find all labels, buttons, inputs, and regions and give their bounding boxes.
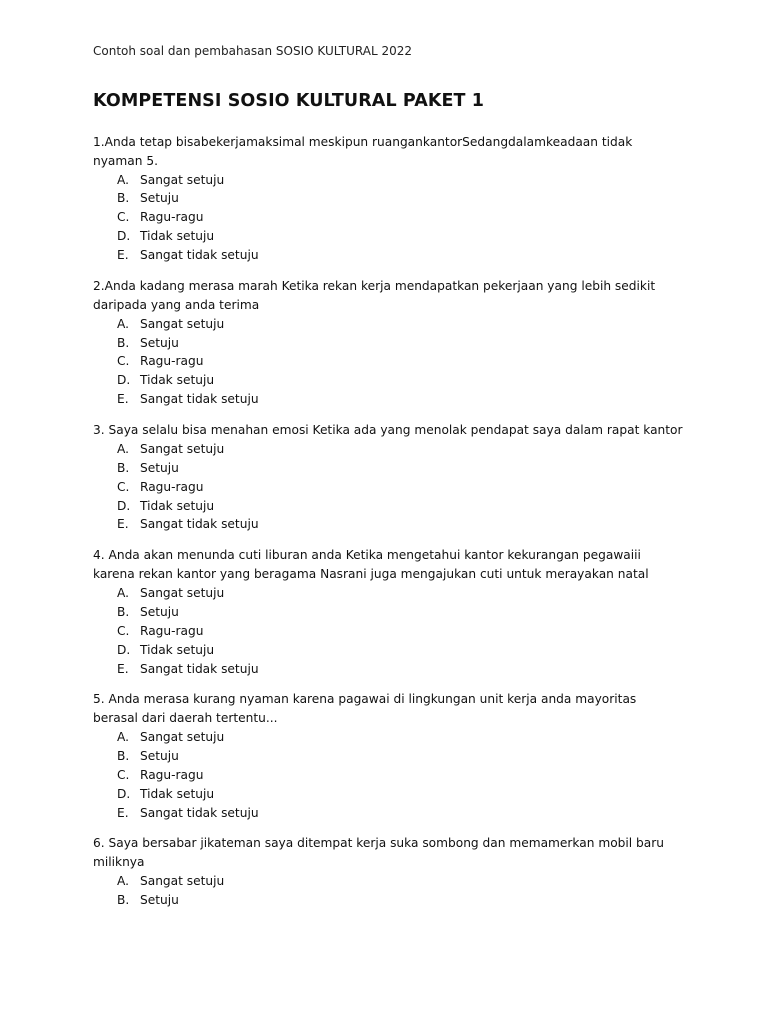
- option-label: Tidak setuju: [140, 786, 215, 801]
- answer-option: [93, 603, 683, 622]
- answer-options: [93, 440, 683, 534]
- question-item: [93, 546, 683, 678]
- option-letter: C.: [117, 210, 130, 225]
- option-label: Ragu-ragu: [140, 210, 204, 225]
- option-letter: E.: [117, 248, 129, 263]
- question-item: [93, 834, 683, 909]
- answer-option: [93, 622, 683, 641]
- answer-option: [93, 891, 683, 910]
- question-text: 1.Anda tetap bisabekerjamaksimal meskipun ruangankantorSedangdalamkeadaan tidak nyaman 5.: [93, 135, 633, 168]
- option-label: Ragu-ragu: [140, 767, 204, 782]
- answer-options: [93, 315, 683, 409]
- option-label: Setuju: [140, 460, 179, 475]
- question-list: [93, 133, 683, 922]
- option-label: Sangat setuju: [140, 729, 225, 744]
- page-header: Contoh soal dan pembahasan SOSIO KULTURAL 2022: [93, 44, 412, 58]
- option-label: Setuju: [140, 191, 179, 206]
- answer-option: [93, 352, 683, 371]
- answer-option: [93, 315, 683, 334]
- answer-option: [93, 478, 683, 497]
- answer-option: [93, 246, 683, 265]
- option-label: Sangat tidak setuju: [140, 248, 259, 263]
- option-label: Ragu-ragu: [140, 354, 204, 369]
- option-letter: B.: [117, 335, 130, 350]
- option-letter: B.: [117, 604, 130, 619]
- question-text: 4. Anda akan menunda cuti liburan anda Ketika mengetahui kantor kekurangan pegawaiii karena rekan kantor yang beragama Nasrani juga mengajukan cuti untuk merayakan natal: [93, 548, 649, 582]
- answer-option: [93, 459, 683, 478]
- option-letter: A.: [117, 172, 129, 187]
- option-letter: C.: [117, 767, 130, 782]
- answer-option: [93, 804, 683, 823]
- option-letter: D.: [117, 229, 131, 244]
- option-letter: C.: [117, 354, 130, 369]
- option-letter: D.: [117, 642, 131, 657]
- answer-option: [93, 785, 683, 804]
- option-label: Sangat tidak setuju: [140, 517, 259, 532]
- option-letter: D.: [117, 373, 131, 388]
- answer-option: [93, 171, 683, 190]
- answer-option: [93, 371, 683, 390]
- option-letter: A.: [117, 316, 129, 331]
- option-label: Setuju: [140, 748, 179, 763]
- option-letter: B.: [117, 191, 130, 206]
- option-label: Setuju: [140, 604, 179, 619]
- question-text: 2.Anda kadang merasa marah Ketika rekan kerja mendapatkan pekerjaan yang lebih sedikit daripada yang anda terima: [93, 279, 656, 312]
- answer-option: [93, 584, 683, 603]
- option-label: Sangat setuju: [140, 585, 225, 600]
- answer-option: [93, 189, 683, 208]
- answer-options: [93, 584, 683, 678]
- option-letter: E.: [117, 661, 129, 676]
- answer-options: [93, 728, 683, 822]
- option-label: Sangat tidak setuju: [140, 392, 259, 407]
- option-label: Setuju: [140, 892, 179, 907]
- option-letter: B.: [117, 892, 130, 907]
- option-label: Sangat setuju: [140, 172, 225, 187]
- answer-option: [93, 872, 683, 891]
- option-letter: D.: [117, 786, 131, 801]
- option-label: Tidak setuju: [140, 498, 215, 513]
- answer-options: [93, 872, 683, 910]
- answer-option: [93, 497, 683, 516]
- option-label: Sangat setuju: [140, 874, 225, 889]
- option-label: Setuju: [140, 335, 179, 350]
- option-label: Sangat tidak setuju: [140, 661, 259, 676]
- question-text: 3. Saya selalu bisa menahan emosi Ketika ada yang menolak pendapat saya dalam rapat kantor: [93, 423, 683, 438]
- option-label: Tidak setuju: [140, 229, 215, 244]
- option-letter: E.: [117, 392, 129, 407]
- answer-option: [93, 660, 683, 679]
- option-letter: A.: [117, 729, 129, 744]
- document-title: KOMPETENSI SOSIO KULTURAL PAKET 1: [93, 91, 485, 111]
- answer-option: [93, 440, 683, 459]
- question-text: 5. Anda merasa kurang nyaman karena pagawai di lingkungan unit kerja anda mayoritas berasal dari daerah tertentu...: [93, 692, 637, 726]
- option-letter: C.: [117, 623, 130, 638]
- question-text: 6. Saya bersabar jikateman saya ditempat kerja suka sombong dan memamerkan mobil baru miliknya: [93, 836, 664, 870]
- answer-option: [93, 515, 683, 534]
- option-letter: A.: [117, 874, 129, 889]
- option-label: Sangat setuju: [140, 441, 225, 456]
- option-label: Ragu-ragu: [140, 623, 204, 638]
- option-letter: D.: [117, 498, 131, 513]
- question-item: [93, 421, 683, 534]
- option-letter: A.: [117, 585, 129, 600]
- option-letter: E.: [117, 805, 129, 820]
- option-label: Tidak setuju: [140, 373, 215, 388]
- answer-options: [93, 171, 683, 265]
- option-letter: B.: [117, 460, 130, 475]
- question-item: [93, 690, 683, 822]
- answer-option: [93, 227, 683, 246]
- answer-option: [93, 766, 683, 785]
- option-label: Tidak setuju: [140, 642, 215, 657]
- option-letter: E.: [117, 517, 129, 532]
- answer-option: [93, 334, 683, 353]
- option-label: Sangat setuju: [140, 316, 225, 331]
- answer-option: [93, 728, 683, 747]
- question-item: [93, 277, 683, 409]
- answer-option: [93, 641, 683, 660]
- question-item: [93, 133, 683, 265]
- option-letter: B.: [117, 748, 130, 763]
- answer-option: [93, 208, 683, 227]
- answer-option: [93, 747, 683, 766]
- answer-option: [93, 390, 683, 409]
- option-letter: C.: [117, 479, 130, 494]
- option-label: Ragu-ragu: [140, 479, 204, 494]
- option-label: Sangat tidak setuju: [140, 805, 259, 820]
- option-letter: A.: [117, 441, 129, 456]
